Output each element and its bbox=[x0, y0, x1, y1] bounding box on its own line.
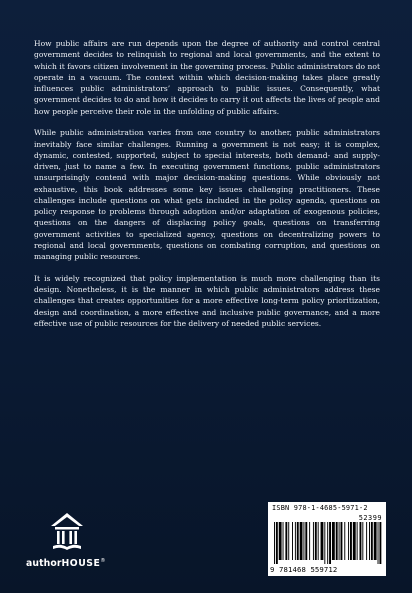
ean-digits: 9 781468 559712 bbox=[270, 565, 338, 574]
price-code: 52399 bbox=[358, 514, 382, 522]
barcode-bars bbox=[272, 522, 382, 564]
publisher-name-part1: author bbox=[26, 558, 62, 570]
blurb-paragraph-2: While public administration varies from one country to another, public administrators inevitably face similar challenges. Running a government is not easy; it is complex, dynamic, contested, supported, subject to special interests, both demand- and supply-driven, just to name a few. In executing government functions, public administrators unsurprisingly contend with major decision-making questions. While obviously not exhaustive, this book addresses some key issues challenging practitioners. These challenges include questions on what gets included in the policy agenda, questions on policy response to problems through adoption and/or adaptation of exogenous policies, questions on the dangers of displacing policy goals, questions on transferring government activities to specialized agency, questions on decentralizing powers to regional and local governments, questions on combating corruption, and questions on managing public resources. bbox=[34, 128, 380, 262]
blurb-paragraph-3: It is widely recognized that policy implementation is much more challenging than its design. Nonetheless, it is the manner in which public administrators address these challenges that creates opportunities for a more effective long-term policy prioritization, design and coordination, a more effective and inclusive public governance, and a more effective use of public resources for the delivery of needed public services. bbox=[34, 273, 380, 328]
publisher-name bbox=[26, 558, 122, 569]
isbn-label: ISBN 978-1-4685-5971-2 bbox=[272, 504, 368, 512]
isbn-barcode bbox=[268, 502, 386, 576]
trademark-symbol: ® bbox=[100, 558, 106, 564]
house-book-icon bbox=[50, 512, 84, 552]
back-cover-blurb bbox=[34, 38, 380, 340]
publisher-logo bbox=[26, 512, 122, 582]
blurb-paragraph-1: How public affairs are run depends upon the degree of authority and control central government decides to relinquish to regional and local governments, and the extent to which it favors citizen involvement in the governing process. Public administrators do not operate in a vacuum. The context within which decision-making takes place greatly influences public administrators’ approach to public issues. Consequently, what government decides to do and how it decides to carry it out affects the lives of people and how people perceive their role in the unfolding of public affairs. bbox=[34, 39, 380, 116]
publisher-name-part2: HOUSE bbox=[61, 558, 101, 570]
